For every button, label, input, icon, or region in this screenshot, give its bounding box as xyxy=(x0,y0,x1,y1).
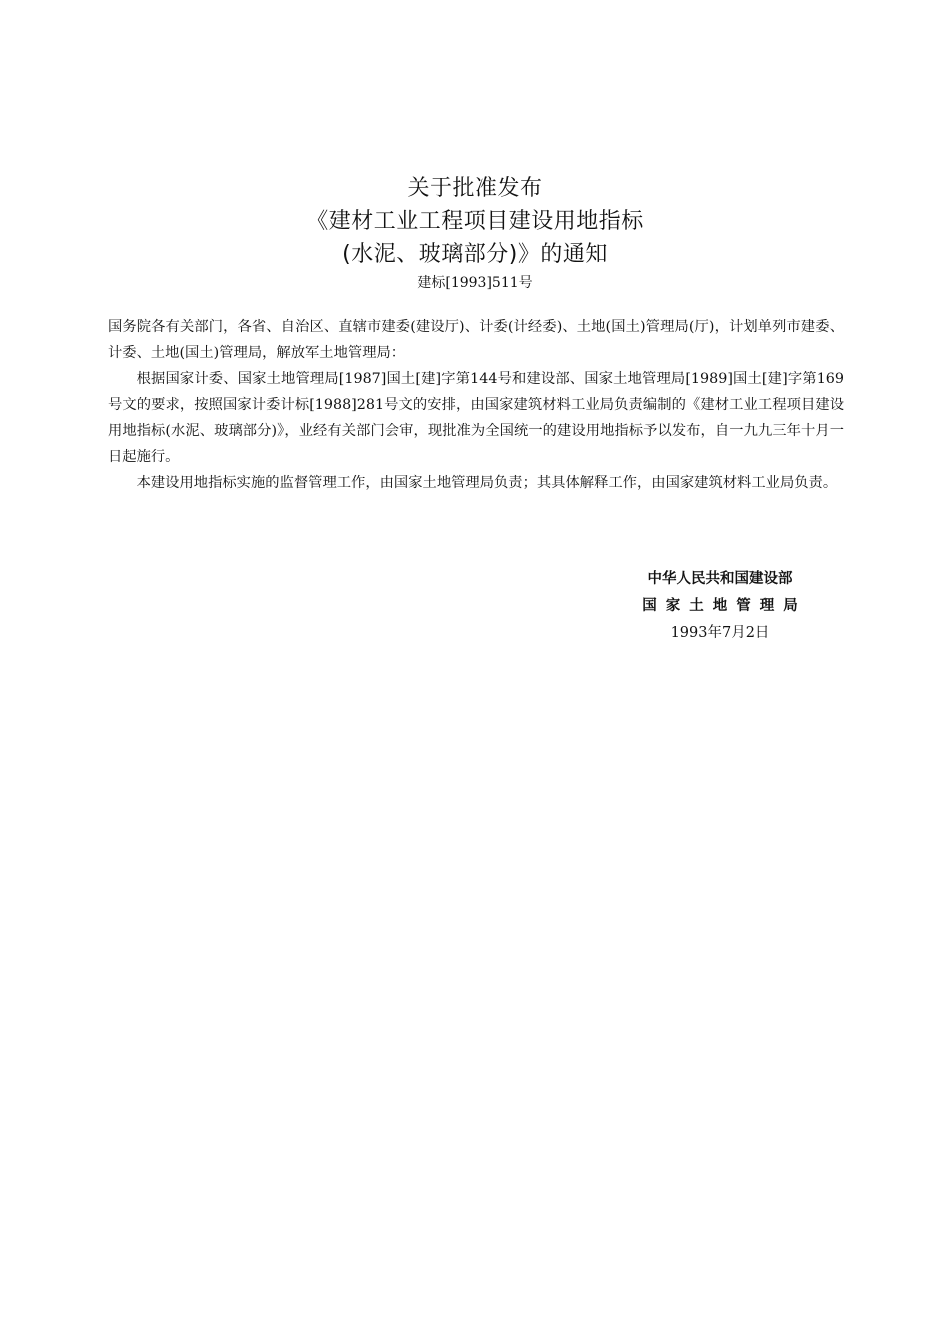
signature-block xyxy=(600,566,840,647)
title-line-1: 关于批准发布 xyxy=(407,176,543,201)
title-line-2: 《建材工业工程项目建设用地指标 xyxy=(306,209,644,234)
title-line-3: (水泥、玻璃部分)》的通知 xyxy=(342,242,608,267)
body-paragraph: 本建设用地指标实施的监督管理工作，由国家土地管理局负责；其具体解释工作，由国家建筑材料工业局负责。 xyxy=(136,475,838,491)
signing-organization: 国家土地管理局 xyxy=(642,598,807,614)
signing-organization: 中华人民共和国建设部 xyxy=(647,571,793,587)
document-number: 建标[1993]511号 xyxy=(417,275,533,291)
notice-body xyxy=(108,314,844,496)
notice-title-block xyxy=(0,172,950,295)
body-paragraph: 根据国家计委、国家土地管理局[1987]国土[建]字第144号和建设部、国家土地管理局[1989]国土[建]字第169号文的要求，按照国家计委计标[1988]281号文的安排，由国家建筑材料工业局负责编制的《建材工业工程项目建设用地指标(水泥、玻璃部分)》，业经有关部门会审，现批准为全国统一的建设用地指标予以发布，自一九九三年十月一日起施行。 xyxy=(108,371,845,465)
signature-date: 1993年7月2日 xyxy=(670,625,770,641)
addressee-paragraph: 国务院各有关部门，各省、自治区、直辖市建委(建设厅)、计委(计经委)、土地(国土)管理局(厅)，计划单列市建委、计委、土地(国土)管理局，解放军土地管理局： xyxy=(108,319,844,361)
